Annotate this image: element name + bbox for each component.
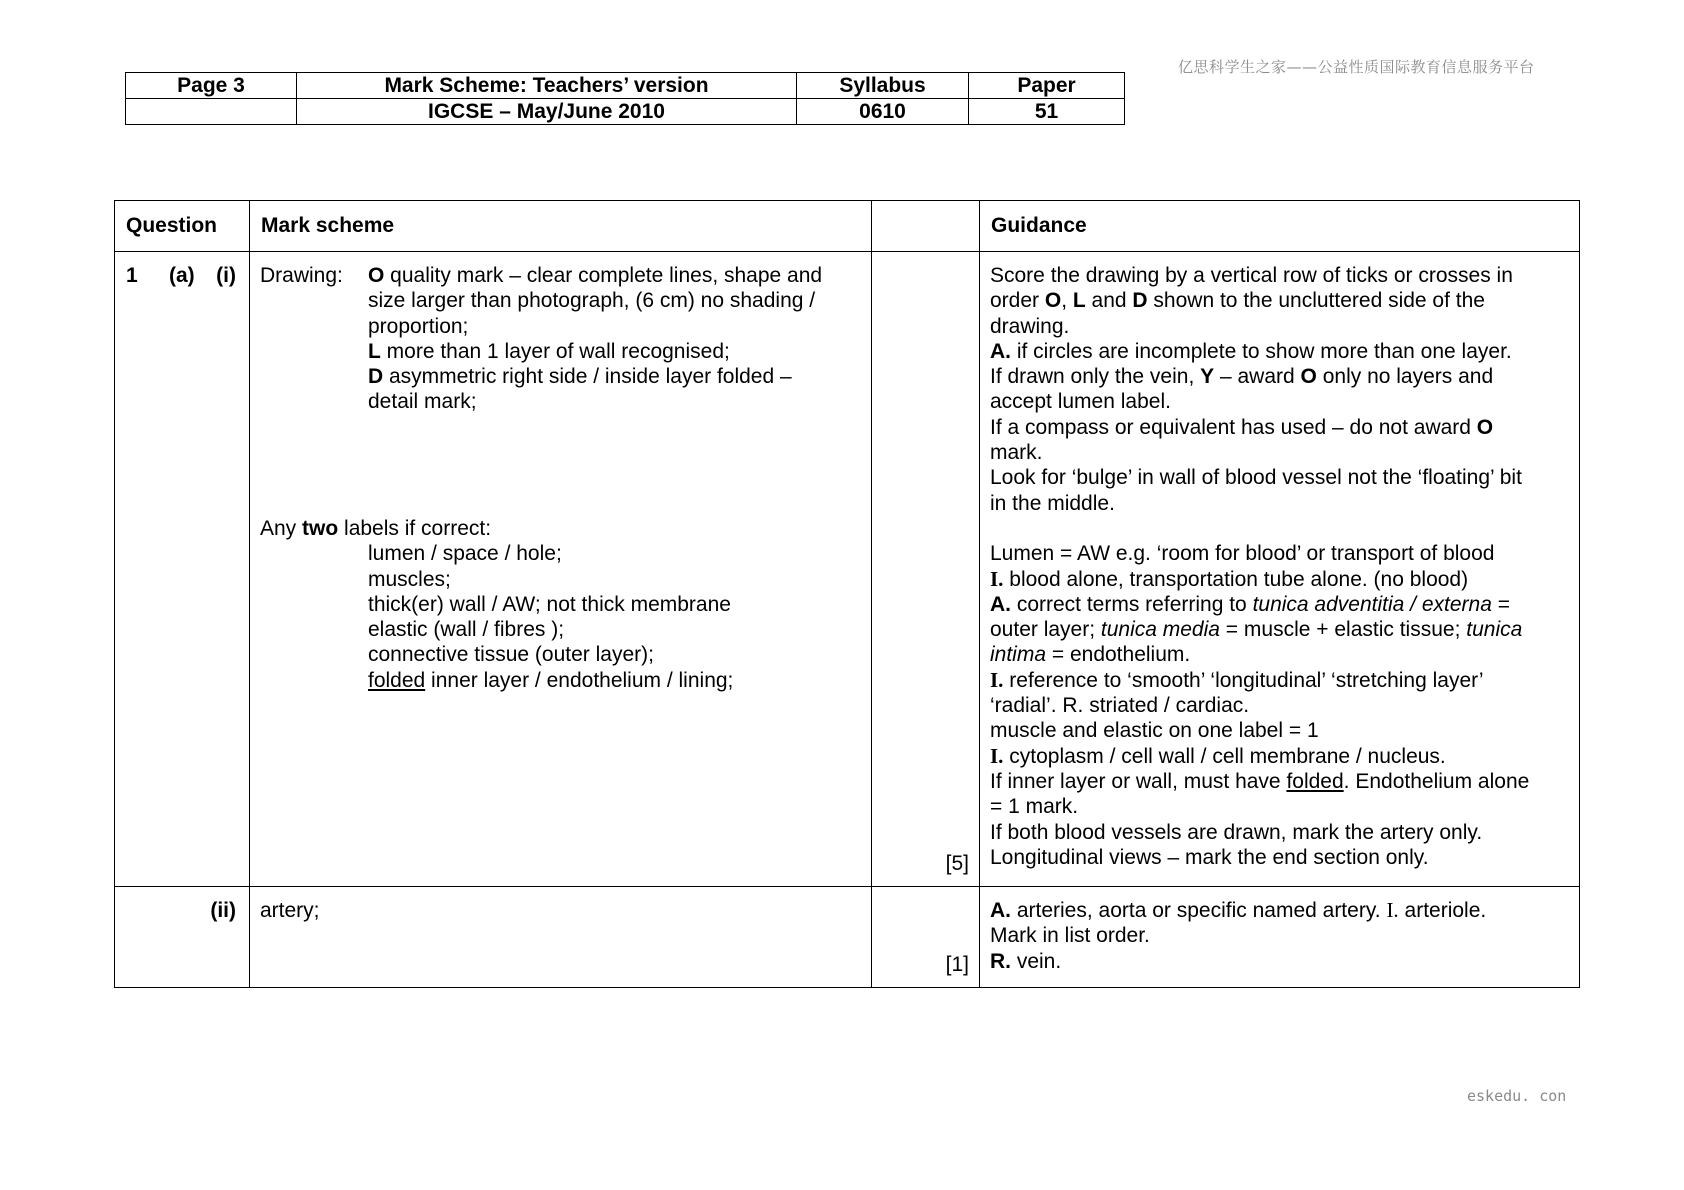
guidance-line: Mark in list order. (990, 924, 1150, 948)
guidance-text: arteries, aorta or specific named artery. (1011, 899, 1387, 922)
guidance-text: I. (1386, 898, 1399, 922)
guidance-line: ‘radial’. R. striated / cardiac. (990, 694, 1250, 718)
column-header-guidance: Guidance (980, 201, 1580, 252)
list-item: thick(er) wall / AW; not thick membrane (368, 592, 731, 616)
guidance-text: If a compass or equivalent has used – do not award (990, 415, 1477, 439)
list-item: inner layer / endothelium / lining; (425, 668, 734, 692)
guidance-line: If both blood vessels are drawn, mark the artery only. (990, 820, 1483, 844)
syllabus-label: Syllabus (797, 73, 969, 99)
guidance-text: If inner layer or wall, must have (990, 769, 1287, 793)
o-code: O (368, 264, 385, 287)
guidance-text: vein. (1011, 949, 1062, 973)
guidance-bold: Y (1200, 365, 1215, 389)
guidance-bold: I. (990, 743, 1004, 768)
guidance-text: cytoplasm / cell wall / cell membrane / nucleus. (1003, 744, 1446, 768)
guidance-line: = 1 mark. (990, 795, 1079, 819)
mark-scheme-cell (250, 887, 872, 988)
guidance-bold: A. (990, 339, 1011, 363)
guidance-bold: R. (990, 949, 1011, 973)
column-header-question: Question (115, 201, 250, 252)
guidance-text: If drawn only the vein, (990, 365, 1201, 389)
guidance-cell (980, 252, 1580, 887)
drawing-lead: Drawing: (260, 264, 343, 287)
o-text: quality mark – clear complete lines, shape and (384, 264, 823, 287)
guidance-text: reference to ‘smooth’ ‘longitudinal’ ‘stretching layer’ (1003, 668, 1484, 692)
mark-scheme-table (114, 200, 1580, 988)
guidance-text: – award (1214, 365, 1301, 389)
guidance-text: blood alone, transportation tube alone. (no blood) (1003, 567, 1469, 591)
guidance-line: Longitudinal views – mark the end section only. (990, 845, 1429, 869)
o-text-line-2: size larger than photograph, (6 cm) no shading / (368, 289, 816, 313)
labels-intro: Any (260, 516, 303, 540)
list-item: lumen / space / hole; (368, 542, 562, 566)
page-header-table (125, 72, 1125, 125)
list-item: connective tissue (outer layer); (368, 643, 654, 667)
guidance-text: only no layers and (1316, 365, 1494, 389)
guidance-italic: tunica adventitia / externa (1252, 592, 1492, 616)
o-text-line-3: proportion; (368, 314, 469, 338)
table-row (115, 887, 1580, 988)
guidance-text: outer layer; (990, 618, 1101, 642)
column-header-mark-scheme: Mark scheme (250, 201, 872, 252)
folded-underlined: folded (368, 668, 426, 692)
table-row (115, 252, 1580, 887)
guidance-underline: folded (1286, 769, 1344, 793)
watermark-bottom-text: eskedu. con (1467, 1087, 1567, 1105)
paper-label: Paper (969, 73, 1125, 99)
question-cell (115, 252, 250, 887)
marks-cell (872, 252, 980, 887)
guidance-bold: D (1132, 289, 1148, 313)
guidance-line: drawing. (990, 314, 1070, 338)
guidance-cell (980, 887, 1580, 988)
d-text-line-2: detail mark; (368, 390, 477, 414)
guidance-bold: O (1044, 289, 1062, 313)
guidance-line: Look for ‘bulge’ in wall of blood vessel not the ‘floating’ bit (990, 466, 1522, 490)
d-code: D (368, 365, 384, 389)
guidance-text: and (1085, 289, 1133, 313)
question-subpart: (i) (216, 264, 236, 287)
guidance-text: = muscle + elastic tissue; (1219, 618, 1467, 642)
table-header-row (115, 201, 1580, 252)
guidance-text: shown to the uncluttered side of the (1147, 289, 1485, 313)
guidance-line: mark. (990, 441, 1043, 465)
guidance-bold: I. (990, 566, 1004, 591)
guidance-line: Score the drawing by a vertical row of ticks or crosses in (990, 264, 1513, 287)
labels-count: two (302, 516, 339, 540)
page-number: Page 3 (126, 73, 297, 99)
guidance-text: arteriole. (1398, 899, 1487, 922)
guidance-text: = (1491, 592, 1510, 616)
exam-session: IGCSE – May/June 2010 (297, 99, 797, 125)
guidance-bold: L (1072, 289, 1086, 313)
guidance-line: muscle and elastic on one label = 1 (990, 719, 1319, 743)
guidance-line: in the middle. (990, 491, 1115, 515)
guidance-line: Lumen = AW e.g. ‘room for blood’ or transport of blood (990, 542, 1495, 566)
syllabus-code: 0610 (797, 99, 969, 125)
mark-value: [1] (945, 952, 969, 976)
guidance-bold: A. (990, 899, 1011, 922)
marks-cell (872, 887, 980, 988)
answer-text: artery; (260, 899, 320, 922)
guidance-text: correct terms referring to (1011, 592, 1253, 616)
d-text: asymmetric right side / inside layer folded – (383, 365, 792, 389)
question-subpart: (ii) (210, 899, 236, 922)
guidance-line: accept lumen label. (990, 390, 1171, 414)
l-code: L (368, 339, 381, 363)
question-cell (115, 887, 250, 988)
guidance-text: . Endothelium alone (1343, 769, 1530, 793)
guidance-bold: O (1476, 415, 1494, 439)
guidance-text: if circles are incomplete to show more than one layer. (1011, 339, 1512, 363)
document-title: Mark Scheme: Teachers’ version (297, 73, 797, 99)
question-number: 1 (126, 264, 138, 287)
empty-cell (126, 99, 297, 125)
list-item: elastic (wall / fibres ); (368, 618, 565, 642)
labels-intro-end: labels if correct: (338, 516, 492, 540)
guidance-italic: tunica media (1100, 618, 1220, 642)
guidance-text: , (1061, 289, 1073, 313)
guidance-italic: tunica (1466, 618, 1523, 642)
guidance-bold: I. (990, 667, 1004, 692)
list-item: muscles; (368, 567, 451, 591)
mark-value: [5] (945, 851, 969, 875)
guidance-text: = endothelium. (1046, 643, 1191, 667)
guidance-italic: intima (990, 643, 1047, 667)
question-part: (a) (169, 264, 195, 287)
guidance-bold: O (1300, 365, 1317, 389)
column-header-marks (872, 201, 980, 252)
guidance-text: order (990, 289, 1045, 313)
watermark-top-text: 亿思科学生之家——公益性质国际教育信息服务平台 (1178, 58, 1535, 76)
guidance-bold: A. (990, 592, 1011, 616)
l-text: more than 1 layer of wall recognised; (380, 339, 730, 363)
mark-scheme-cell (250, 252, 872, 887)
paper-number: 51 (969, 99, 1125, 125)
